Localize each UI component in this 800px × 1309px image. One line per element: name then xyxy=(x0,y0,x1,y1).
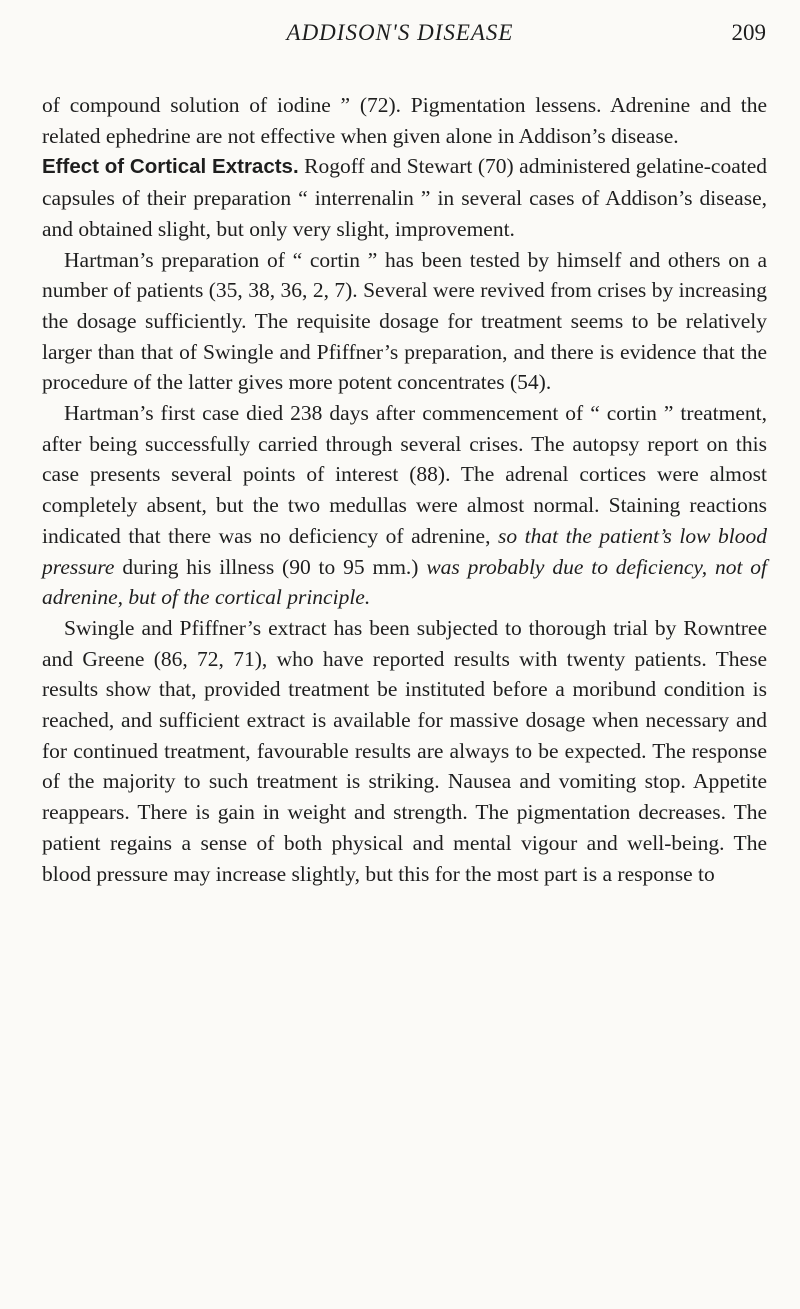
paragraph-hartman-cortin: Hartman’s preparation of “ cortin ” has been tested by himself and others on a number of patients (35, 38, 36, 2, 7). Several were revived from crises by increasing the dosage sufficiently. The requisite dosage for treatment seems to be relatively larger than that of Swingle and Pfiffner’s preparation, and there is evidence that the procedure of the latter gives more potent concentrates (54). xyxy=(42,247,767,395)
paragraph-text: during his illness (90 to 95 mm.) xyxy=(122,554,419,579)
paragraph-hartman-case xyxy=(42,398,767,613)
paragraph-text: Rogoff and Stewart (70) administered gelatine-coated capsules of their preparation “ interrenalin ” in several cases of Addison’s disease, and obtained slight, but only very slight, improvement. xyxy=(42,154,768,241)
page-number: 209 xyxy=(731,20,766,45)
running-title: ADDISON'S DISEASE xyxy=(286,20,514,45)
body-text xyxy=(42,90,767,889)
paragraph-swingle-pfiffner: Swingle and Pfiffner’s extract has been subjected to thorough trial by Rowntree and Greene (86, 72, 71), who have reported results with twenty patients. These results show that, provided treatment be instituted before a moribund condition is reached, and sufficient extract is available for massive dosage when necessary and for continued treatment, favourable results are always to be expected. The response of the majority to such treatment is striking. Nausea and vomiting stop. Appetite reappears. There is gain in weight and strength. The pigmentation decreases. The patient regains a sense of both physical and mental vigour and well-being. The blood pressure may increase slightly, but this for the most part is a response to xyxy=(42,615,767,886)
italic-emphasis: so that the patient’s low blood pressure xyxy=(42,523,767,579)
section-heading: Effect of Cortical Extracts. xyxy=(42,155,299,179)
italic-emphasis: was probably due to deficiency, not of adrenine, but of the cortical principle. xyxy=(42,554,768,610)
paragraph-cortical-extracts xyxy=(42,151,767,244)
paragraph-text: Hartman’s first case died 238 days after commencement of “ cortin ” treatment, after being successfully carried through several crises. The autopsy report on this case presents several points of interest (88). The adrenal cortices were almost completely absent, but the two medullas were almost normal. Staining reactions indicated that there was no deficiency of adrenine, xyxy=(42,401,767,548)
running-header xyxy=(0,20,800,54)
paragraph-continuation: of compound solution of iodine ” (72). Pigmentation lessens. Adrenine and the related ephedrine are not effective when given alone in Addison’s disease. xyxy=(42,93,767,148)
